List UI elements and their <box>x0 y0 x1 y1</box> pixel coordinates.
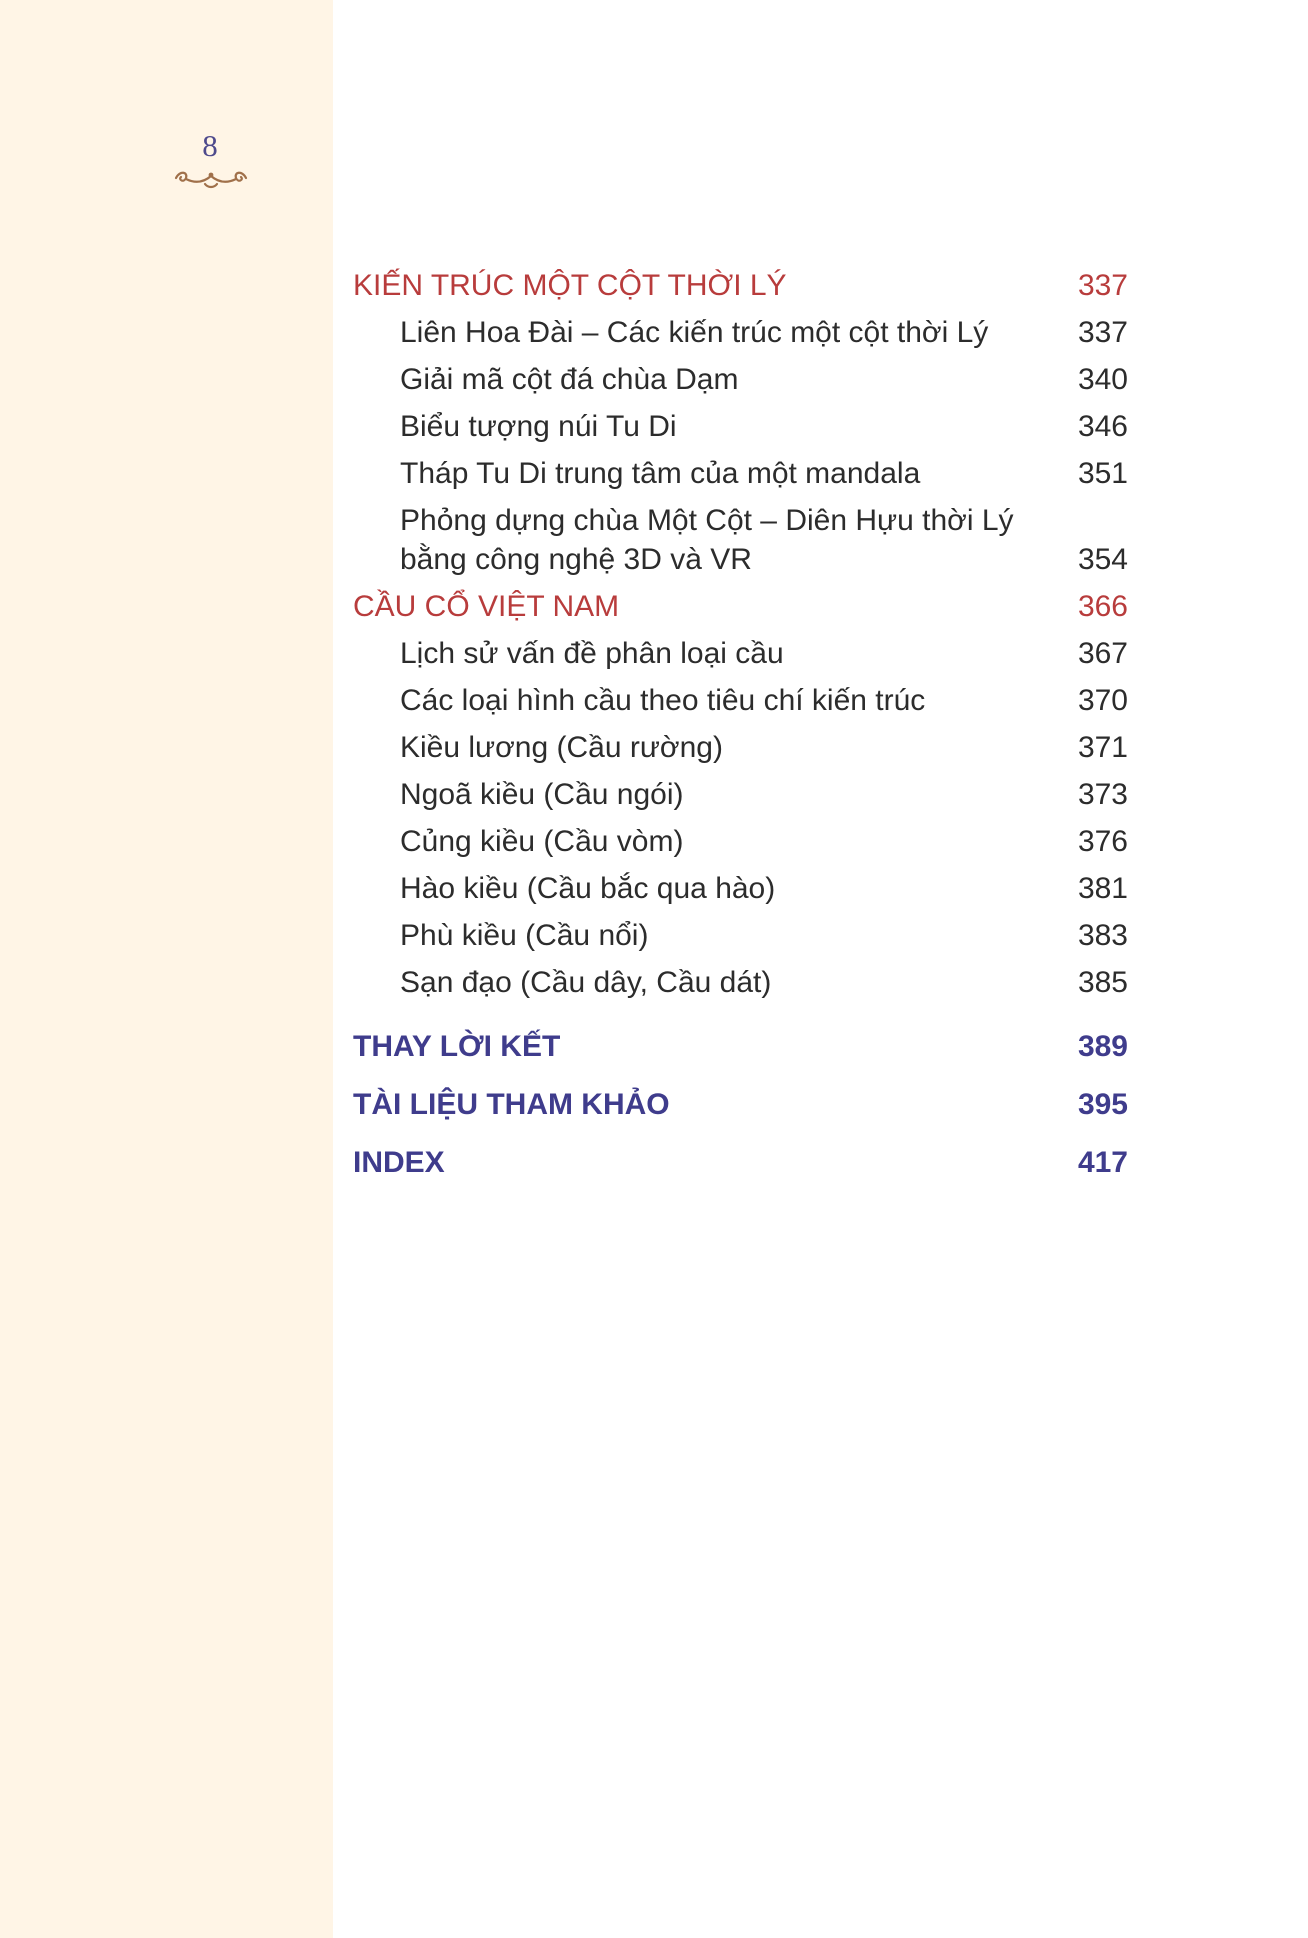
toc-entry[interactable] <box>353 497 1128 583</box>
toc-entry-page: 389 <box>1077 1030 1128 1063</box>
toc-entry-page: 376 <box>1077 825 1128 858</box>
toc-entry-page: 351 <box>1077 457 1128 490</box>
toc-entry-page: 337 <box>1077 316 1128 349</box>
toc-entry-title <box>353 501 1038 579</box>
toc-entry-title: Giải mã cột đá chùa Dạm <box>400 363 739 396</box>
toc-section-heading[interactable] <box>353 583 1128 630</box>
toc-entry-page: 381 <box>1077 872 1128 905</box>
toc-entry[interactable] <box>353 356 1128 403</box>
toc-section-heading[interactable] <box>353 262 1128 309</box>
toc-entry-title: Phù kiều (Cầu nổi) <box>400 919 649 952</box>
toc-entry-title: Ngoã kiều (Cầu ngói) <box>400 778 684 811</box>
toc-entry-title-line-2: bằng công nghệ 3D và VR <box>400 543 752 576</box>
toc-major-heading[interactable] <box>353 1076 1128 1134</box>
toc-entry[interactable] <box>353 771 1128 818</box>
page-number: 8 <box>202 128 218 163</box>
toc-entry-title: Các loại hình cầu theo tiêu chí kiến trúc <box>400 684 926 717</box>
toc-entry-title: INDEX <box>353 1146 445 1179</box>
scroll-flourish-icon <box>172 166 250 192</box>
toc-entry-page: 383 <box>1077 919 1128 952</box>
toc-entry-page: 395 <box>1077 1088 1128 1121</box>
toc-entry[interactable] <box>353 309 1128 356</box>
toc-entry[interactable] <box>353 912 1128 959</box>
toc-entry-title: Sạn đạo (Cầu dây, Cầu dát) <box>400 966 772 999</box>
toc-entry[interactable] <box>353 959 1128 1006</box>
table-of-contents <box>353 262 1128 1192</box>
toc-entry[interactable] <box>353 677 1128 724</box>
toc-entry-page: 354 <box>1077 543 1128 576</box>
toc-entry-page: 371 <box>1077 731 1128 764</box>
toc-entry-page: 367 <box>1077 637 1128 670</box>
toc-entry-title: CẦU CỔ VIỆT NAM <box>353 590 620 623</box>
toc-entry[interactable] <box>353 724 1128 771</box>
toc-entry-title: Liên Hoa Đài – Các kiến trúc một cột thời Lý <box>400 316 989 349</box>
toc-entry-title: Tháp Tu Di trung tâm của một mandala <box>400 457 921 490</box>
toc-entry[interactable] <box>353 818 1128 865</box>
toc-entry[interactable] <box>353 450 1128 497</box>
toc-entry[interactable] <box>353 865 1128 912</box>
toc-entry-page: 337 <box>1077 269 1128 302</box>
toc-entry[interactable] <box>353 403 1128 450</box>
side-band <box>0 0 333 1938</box>
toc-entry-title: Biểu tượng núi Tu Di <box>400 410 677 443</box>
toc-entry-page: 370 <box>1077 684 1128 717</box>
toc-entry-title: TÀI LIỆU THAM KHẢO <box>353 1088 670 1121</box>
toc-entry-title-line-1: Phỏng dựng chùa Một Cột – Diên Hựu thời Lý <box>400 504 1014 537</box>
toc-entry-title: Hào kiều (Cầu bắc qua hào) <box>400 872 776 905</box>
toc-entry-title: Củng kiều (Cầu vòm) <box>400 825 684 858</box>
toc-entry-page: 373 <box>1077 778 1128 811</box>
toc-entry-page: 385 <box>1077 966 1128 999</box>
toc-entry-page: 346 <box>1077 410 1128 443</box>
toc-entry-title: Kiều lương (Cầu rường) <box>400 731 723 764</box>
toc-major-heading[interactable] <box>353 1134 1128 1192</box>
toc-entry-page: 340 <box>1077 363 1128 396</box>
toc-entry-page: 366 <box>1077 590 1128 623</box>
toc-entry-page: 417 <box>1077 1146 1128 1179</box>
toc-major-heading[interactable] <box>353 1018 1128 1076</box>
toc-entry[interactable] <box>353 630 1128 677</box>
toc-entry-title: KIẾN TRÚC MỘT CỘT THỜI LÝ <box>353 269 787 302</box>
toc-entry-title: Lịch sử vấn đề phân loại cầu <box>400 637 784 670</box>
toc-entry-title: THAY LỜI KẾT <box>353 1030 561 1063</box>
